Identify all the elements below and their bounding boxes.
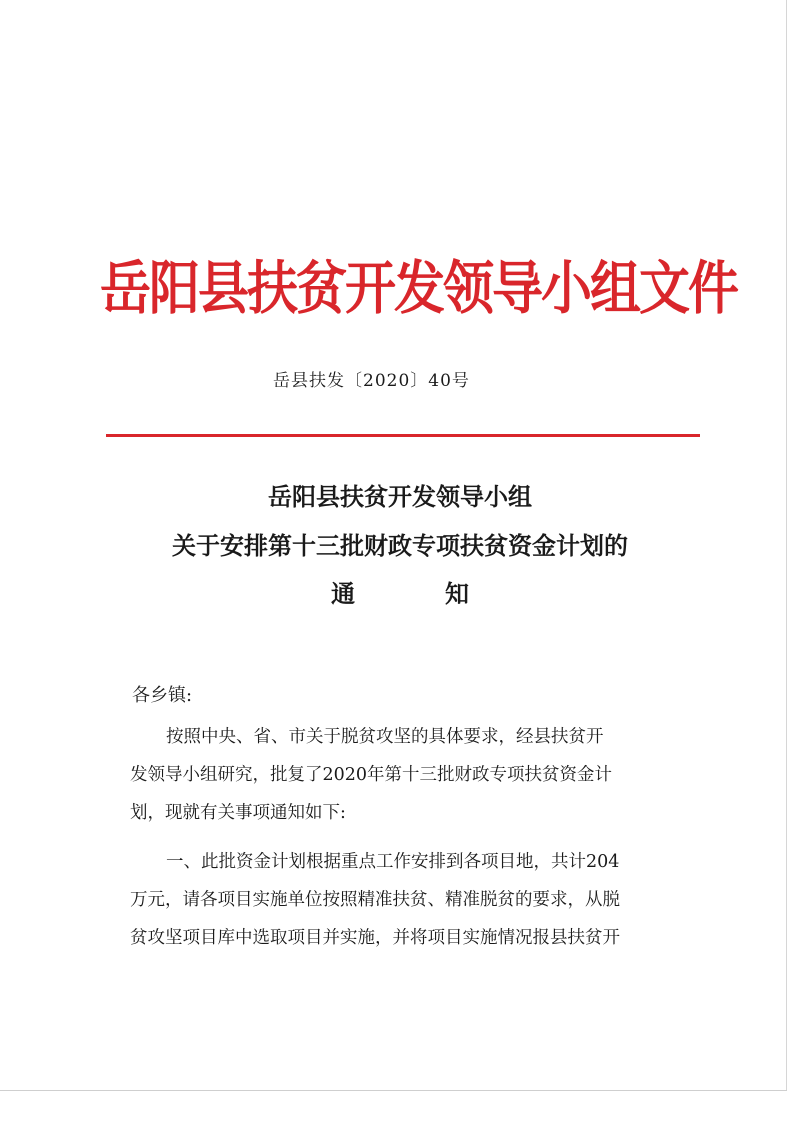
paragraph-line: 一、此批资金计划根据重点工作安排到各项目地，共计204 bbox=[166, 852, 620, 872]
paragraph-2 bbox=[130, 843, 700, 957]
red-divider-rule bbox=[106, 434, 700, 437]
document-number: 岳县扶发〔2020〕40号 bbox=[273, 371, 470, 391]
notice-title-line-3 bbox=[100, 574, 700, 609]
notice-title-line-2: 关于安排第十三批财政专项扶贫资金计划的 bbox=[172, 531, 628, 560]
paragraph-line: 按照中央、省、市关于脱贫攻坚的具体要求，经县扶贫开 bbox=[166, 727, 604, 747]
page-bottom-edge bbox=[0, 1090, 787, 1091]
notice-title-char-1: 通 bbox=[331, 579, 355, 608]
red-header-title: 岳阳县扶贫开发领导小组文件 bbox=[100, 256, 738, 323]
notice-title-char-2: 知 bbox=[445, 579, 469, 608]
notice-title-line-1: 岳阳县扶贫开发领导小组 bbox=[268, 482, 532, 511]
page-right-edge bbox=[786, 0, 787, 1090]
paragraph-1 bbox=[130, 718, 700, 832]
paragraph-line: 贫攻坚项目库中选取项目并实施，并将项目实施情况报县扶贫开 bbox=[130, 928, 620, 948]
paragraph-line: 万元，请各项目实施单位按照精准扶贫、精准脱贫的要求，从脱 bbox=[130, 890, 620, 910]
salutation: 各乡镇: bbox=[132, 685, 193, 706]
paragraph-line: 发领导小组研究，批复了2020年第十三批财政专项扶贫资金计 bbox=[130, 765, 613, 785]
paragraph-line: 划，现就有关事项通知如下: bbox=[130, 803, 346, 823]
